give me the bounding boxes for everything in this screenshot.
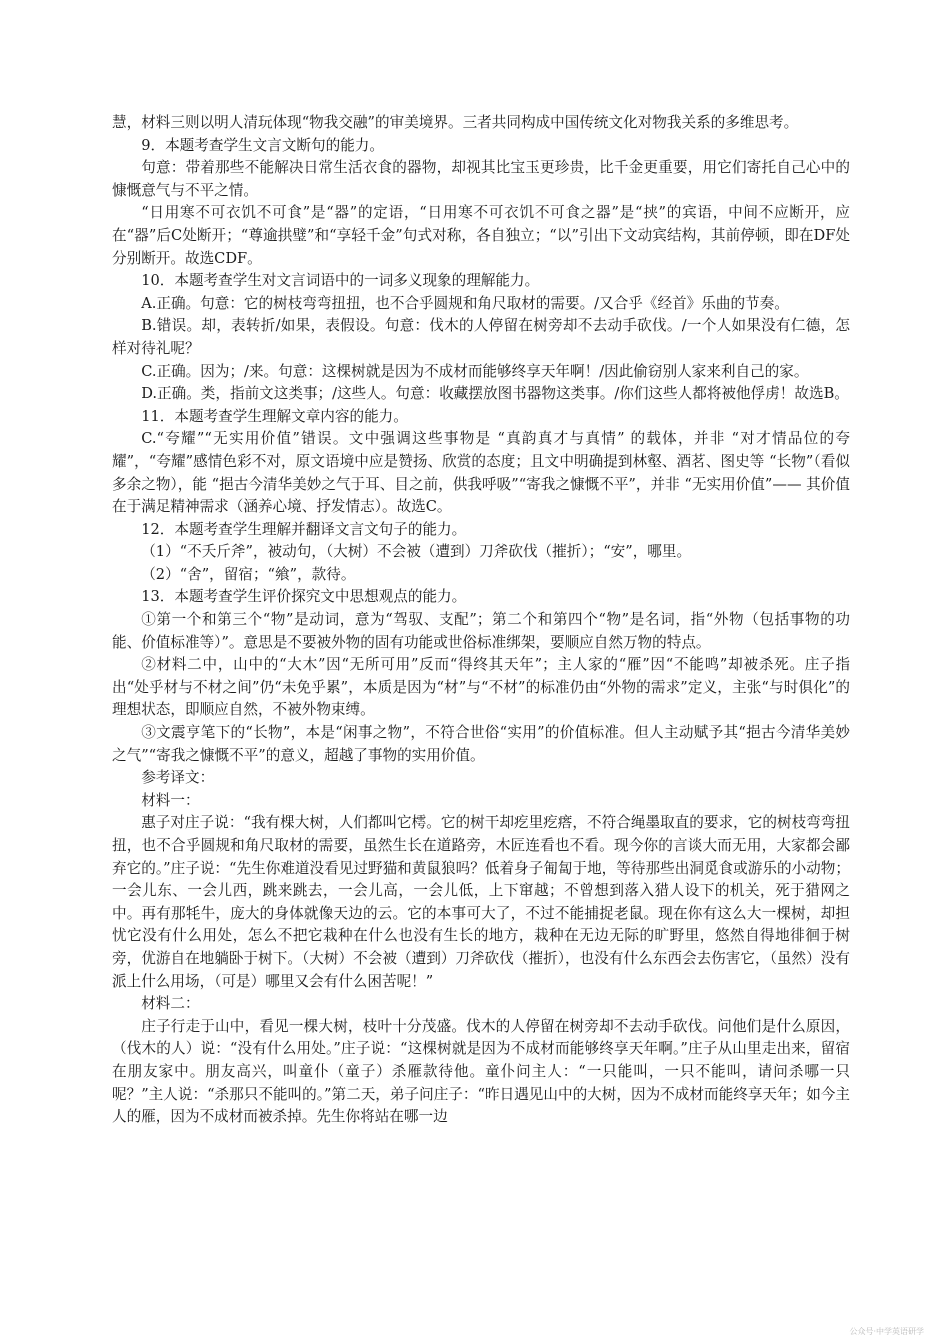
paragraph: A.正确。句意：它的树枝弯弯扭扭，也不合乎圆规和角尺取材的需要。/又合乎《经首》乐曲的节奏。 [141, 294, 789, 312]
paragraph: 12．本题考查学生理解并翻译文言文句子的能力。 [141, 520, 467, 538]
paragraph: 13．本题考查学生评价探究文中思想观点的能力。 [141, 588, 467, 606]
paragraph: 10．本题考查学生对文言词语中的一词多义现象的理解能力。 [141, 272, 540, 290]
paragraph: D.正确。类，指前文这类事；/这些人。句意：收藏摆放图书器物这类事。/你们这些人都将被他俘虏！故选B。 [141, 385, 849, 403]
paragraph: C.正确。因为；/来。句意：这棵树就是因为不成材而能够终享天年啊！/因此偷窃别人家来利自己的家。 [141, 362, 809, 380]
paragraph: ①第一个和第三个“物”是动词，意为“驾驭、支配”；第二个和第四个“物”是名词，指“外物（包括事物的功能、价值标准等）”。意思是不要被外物的固有功能或世俗标准绑架，要顺应自然万物的特点。 [112, 611, 850, 651]
paragraph: 9．本题考查学生文言文断句的能力。 [141, 136, 384, 154]
paragraph: ②材料二中，山中的“大木”因“无所可用”反而“得终其天年”；主人家的“雁”因“不能鸣”却被杀死。庄子指出“处乎材与不材之间”仍“未免乎累”，本质是因为“材”与“不材”的标准仍由“外物的需求”定义，主张“与时俱化”的理想状态，即顺应自然，不被外物束缚。 [112, 656, 850, 719]
paragraph: 惠子对庄子说：“我有棵大树，人们都叫它樗。它的树干却疙里疙瘩，不符合绳墨取直的要求，它的树枝弯弯扭扭，也不合乎圆规和角尺取材的需要，虽然生长在道路旁，木匠连看也不看。现今你的言谈大而无用，大家都会鄙弃它的。”庄子说：“先生你难道没看见过野猫和黄鼠狼吗？低着身子匍匐于地，等待那些出洞觅食或游乐的小动物；一会儿东、一会儿西，跳来跳去，一会儿高，一会儿低，上下窜越；不曾想到落入猎人设下的机关，死于猎网之中。再有那牦牛，庞大的身体就像天边的云。它的本事可大了，不过不能捕捉老鼠。现在你有这么大一棵树，却担忧它没有什么用处，怎么不把它栽种在什么也没有生长的地方，栽种在无边无际的旷野里，悠然自得地徘徊于树旁，优游自在地躺卧于树下。（大树）不会被（遭到）刀斧砍伐（摧折），也没有什么东西会去伤害它，（虽然）没有派上什么用场，（可是）哪里又会有什么困苦呢！” [112, 814, 850, 990]
paragraph: （2）“舍”，留宿；“飨”，款待。 [141, 565, 356, 583]
paragraph: （1）“不夭斤斧”，被动句，（大树）不会被（遭到）刀斧砍伐（摧折）；“安”，哪里。 [141, 543, 692, 561]
document-body [112, 112, 850, 1129]
paragraph: B.错误。却，表转折/如果，表假设。句意：伐木的人停留在树旁却不去动手砍伐。/一个人如果没有仁德，怎样对待礼呢？ [112, 317, 850, 357]
paragraph: 参考译文： [141, 769, 215, 787]
paragraph: 句意：带着那些不能解决日常生活衣食的器物，却视其比宝玉更珍贵，比千金更重要，用它们寄托自己心中的慷慨意气与不平之情。 [112, 159, 850, 199]
paragraph: 慧，材料三则以明人清玩体现“物我交融”的审美境界。三者共同构成中国传统文化对物我关系的多维思考。 [112, 114, 799, 131]
paragraph: “日用寒不可衣饥不可食”是“器”的定语，“日用寒不可衣饥不可食之器”是“挟”的宾语，中间不应断开，应在“器”后C处断开；“尊逾拱璧”和“享轻千金”句式对称，各自独立；“以”引出下文动宾结构，其前停顿，即在DF处分别断开。故选CDF。 [112, 204, 850, 267]
paragraph: C.“夸耀”“无实用价值”错误。文中强调这些事物是 “真韵真才与真情” 的载体，并非 “对才情品位的夸耀”，“夸耀”感情色彩不对，原文语境中应是赞扬、欣赏的态度；且文中明确提到林壑、酒茗、图史等 “长物”（看似多余之物），能 “挹古今清华美妙之气于耳、目之前，供我呼吸”“寄我之慷慨不平”，并非 “无实用价值”—— 其价值在于满足精神需求（涵养心境、抒发情志）。故选C。 [112, 430, 850, 516]
paragraph: 材料二： [141, 995, 200, 1013]
paragraph: 11．本题考查学生理解文章内容的能力。 [141, 407, 408, 425]
paragraph: 庄子行走于山中，看见一棵大树，枝叶十分茂盛。伐木的人停留在树旁却不去动手砍伐。问他们是什么原因，（伐木的人）说：“没有什么用处。”庄子说：“这棵树就是因为不成材而能够终享天年啊。”庄子从山里走出来，留宿在朋友家中。朋友高兴，叫童仆（童子）杀雁款待他。童仆问主人：“一只能叫，一只不能叫，请问杀哪一只呢？”主人说：“杀那只不能叫的。”第二天，弟子问庄子：“昨日遇见山中的大树，因为不成材而能终享天年；如今主人的雁，因为不成材而被杀掉。先生你将站在哪一边 [112, 1017, 850, 1126]
paragraph: ③文震亨笔下的“长物”，本是“闲事之物”，不符合世俗“实用”的价值标准。但人主动赋予其“挹古今清华美妙之气”“寄我之慷慨不平”的意义，超越了事物的实用价值。 [112, 724, 850, 764]
watermark: 公众号·中学英语研学 [849, 1327, 924, 1336]
paragraph: 材料一： [141, 791, 200, 809]
